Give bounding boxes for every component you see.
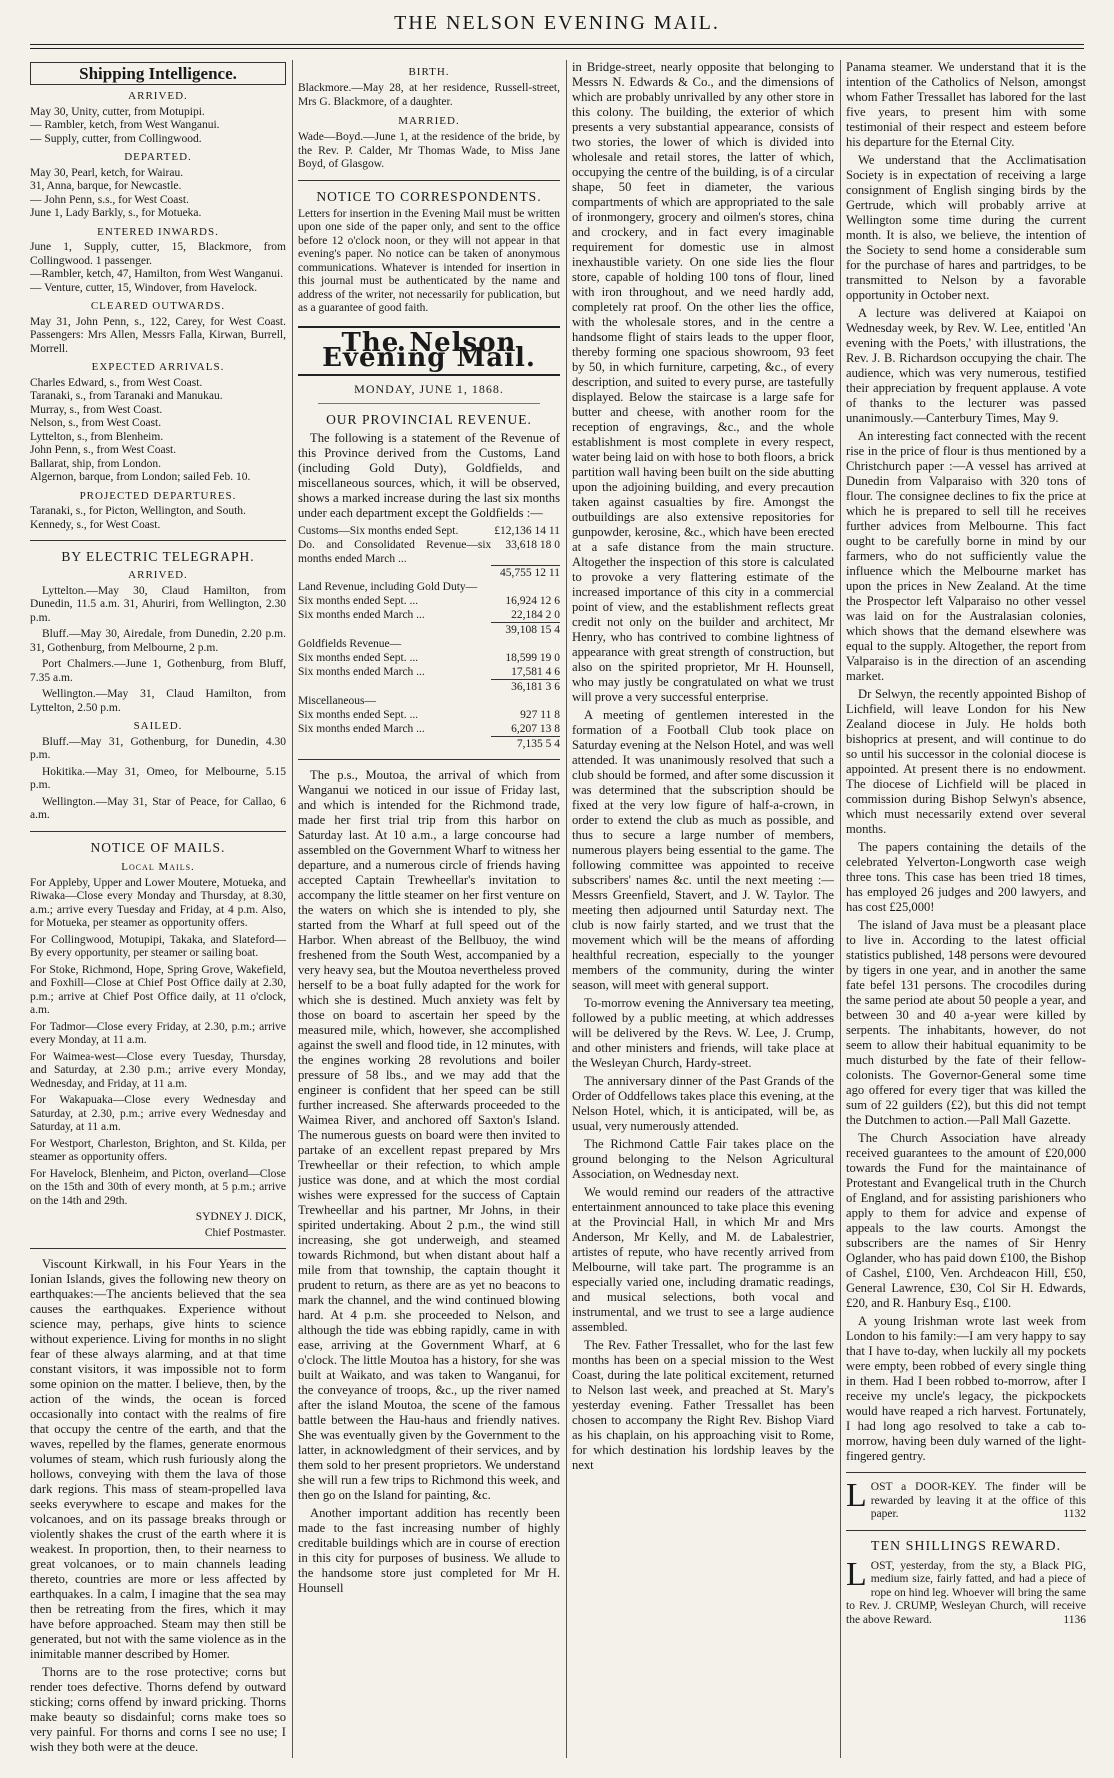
- news-paragraph: The island of Java must be a pleasant place to live in. According to the latest official statistics published, 148 persons were devoured by tigers in one year, and in another the same fate befel 131 persons. The crocodiles during the same period ate about 50 people a year, and between 30 and 40 a-year were killed by serpents. The inhabitants, however, do not seem to allow their habitual equanimity to be much disturbed by the fate of their fellow-colonists. The Governor-General some time ago offered for every tiger that was killed the sum of 22 guilders (£2), but this did not tempt the Dutchmen to action.—Pall Mall Gazette.: [846, 918, 1086, 1127]
- entry-line: May 30, Pearl, ketch, for Wairau.: [30, 166, 184, 179]
- section-title: DEPARTED.: [124, 151, 192, 163]
- section-title: EXPECTED ARRIVALS.: [91, 361, 225, 373]
- row-label: Six months ended March ...: [298, 723, 425, 735]
- column-2: [298, 60, 560, 1758]
- entry-line: June 1, Lady Barkly, s., for Motueka.: [30, 207, 202, 219]
- group-heading: [298, 637, 560, 651]
- section-title: CLEARED OUTWARDS.: [90, 300, 226, 312]
- married-notice: Wade—Boyd.—June 1, at the residence of the bride, by the Rev. P. Calder, Mr Thomas Wade, to Miss Jane Boyd, of Glasgow.: [298, 131, 560, 170]
- table-row: [298, 708, 560, 722]
- row-value: £12,136 14 11: [494, 524, 560, 537]
- section-title: ENTERED INWARDS.: [97, 225, 219, 238]
- divider: [298, 180, 560, 181]
- group-label: Land Revenue, including Gold Duty—: [298, 581, 478, 593]
- masthead: [0, 0, 1114, 48]
- shipping-section: [30, 490, 286, 533]
- row-value: 22,184 2 0: [511, 609, 560, 621]
- store-paragraph: Another important addition has recently been made to the fast increasing number of highly creditable buildings which are in course of erection in this city for purposes of business. We allude to the handsome store just completed for Mr H. Hounsell: [298, 1506, 560, 1595]
- divider: [30, 1248, 286, 1249]
- telegraph-block: [30, 569, 286, 823]
- news-paragraph: A lecture was delivered at Kaiapoi on Wednesday week, by Rev. W. Lee, entitled 'An evening with the Poets,' with illustrations, the Rev. J. B. Richardson occupying the chair. The audience, which was very numerous, testified their appreciation by frequent applause. A vote of thanks to the lecturer was passed unanimously.—Canterbury Times, May 9.: [846, 306, 1086, 425]
- table-row: [298, 538, 560, 566]
- entry-line: Taranaki, s., for Picton, Wellington, and South.: [30, 505, 246, 517]
- advert-text: OST, yesterday, from the sty, a Black PIG, medium size, fairly fatted, and had a piece of rope on hind leg. Whoever will bring the same to Rev. J. CRUMP, Wesleyan Church, will receive the above Reward.: [846, 1559, 1086, 1626]
- shipping-heading: Shipping Intelligence.: [30, 62, 286, 85]
- advert-number: 1132: [1063, 1508, 1086, 1520]
- mails-block: [30, 877, 286, 1241]
- group-total: 45,755 12 11: [491, 566, 560, 581]
- row-label: Six months ended Sept. ...: [298, 595, 419, 607]
- entry-line: Kennedy, s., for West Coast.: [30, 518, 161, 531]
- entry-line: — John Penn, s.s., for West Coast.: [30, 193, 189, 206]
- dropcap: L: [846, 1477, 867, 1514]
- group-total: 36,181 3 6: [491, 680, 560, 695]
- news-paragraph: The Church Association have already received guarantees to the amount of £20,000 towards the Fund for the maintainance of Protestant and Evangelical truth in the Church of England, and for assisting parishioners who apply to them for advice and expense of appeals to the law courts. Amongst the subscribers are the names of Sir Henry Oglander, who has paid down £100, the Bishop of Cashel, £100, Ven. Archdeacon Hill, £50, General Lawrence, £30, Col Sir H. Edwards, £20, and R. Hanbury Esq., £100.: [846, 1131, 1086, 1310]
- row-value: 6,207 13 8: [511, 723, 560, 735]
- section-title: ARRIVED.: [128, 90, 188, 102]
- mail-item: For Wakapuaka—Close every Wednesday and Saturday, at 2.30, p.m.; arrive every Wednesday and Saturday, at 11 a.m.: [30, 1094, 286, 1133]
- mail-item: For Appleby, Upper and Lower Moutere, Motueka, and Riwaka—Close every Monday and Thursday, at 8.30, a.m.; arrive every Tuesday and Friday, at 4 p.m. Also, for Motueka, per steamer as opportunity offers.: [30, 876, 286, 929]
- dateline: MONDAY, JUNE 1, 1868.: [354, 381, 504, 396]
- section-title: ARRIVED.: [128, 569, 188, 581]
- group-total: 39,108 15 4: [491, 623, 560, 638]
- group-heading: [298, 694, 560, 708]
- news-paragraph: To-morrow evening the Anniversary tea meeting, followed by a public meeting, at which addresses will be delivered by the Revs. W. Lee, J. Crump, and other ministers and friends, will take place at the Wesleyan Church, Hardy-street.: [572, 996, 834, 1070]
- total-row: [298, 680, 560, 695]
- entry-line: May 30, Unity, cutter, from Motupipi.: [30, 105, 205, 118]
- shipping-section: [30, 361, 286, 485]
- entry-line: — Venture, cutter, 15, Windover, from Havelock.: [30, 281, 258, 294]
- masthead-rule: [30, 44, 1084, 49]
- entry-line: Wellington.—May 31, Claud Hamilton, from Lyttelton, 2.50 p.m.: [30, 688, 286, 714]
- pig-advert: [846, 1555, 1086, 1628]
- group-label: Miscellaneous—: [298, 695, 376, 707]
- table-row: [298, 651, 560, 665]
- column-rule: [566, 60, 567, 1758]
- dropcap: L: [846, 1555, 867, 1593]
- revenue-table: [298, 524, 560, 752]
- entry-line: — Rambler, ketch, from West Wanganui.: [30, 119, 220, 131]
- row-value: 927 11 8: [520, 709, 560, 721]
- group-heading: [298, 580, 560, 594]
- entry-line: Bluff.—May 31, Gothenburg, for Dunedin, 4.30 p.m.: [30, 735, 286, 761]
- paper-title: The Nelson Evening Mail.: [298, 326, 560, 376]
- entry-line: Hokitika.—May 31, Omeo, for Melbourne, 5.15 p.m.: [30, 765, 286, 791]
- entry-line: May 31, John Penn, s., 122, Carey, for West Coast. Passengers: Mrs Allen, Messrs Falla, Kirwan, Burrell, Morrell.: [30, 315, 286, 355]
- section-title: PROJECTED DEPARTURES.: [79, 489, 237, 502]
- divider: [846, 1530, 1086, 1531]
- mails-subheading: Local Mails.: [121, 860, 195, 873]
- column-rule: [292, 60, 293, 1758]
- entry-line: 31, Anna, barque, for Newcastle.: [30, 180, 182, 192]
- news-paragraph: in Bridge-street, nearly opposite that belonging to Messrs N. Edwards & Co., and the dimensions of which are probably unrivalled by any other store in this colony. The building, the exterior of which presents a very substantial appearance, consists of two stories, the lower of which is divided into wholesale and retail stores, the latter of which, occupying the centre of the building, is of a circular shape, 50 feet in diameter, the various compartments of which are appropriated to the sale of ironmongery, grocery and oilmen's stores, china and crockery, and in fact every imaginable requirement for domestic use in almost inexhaustible variety. On one side lies the flour store, capable of holding 100 tons of flour, lined with iron throughout, and we need hardly add, completely rat proof. On the other lies the office, with the wholesale stores, and in the centre a handsome flight of stairs leads to the upper floor, thereby forming one spacious showroom, 93 feet by 50, in which furniture, carpeting, &c., of every description, and suited to every purse, are tastefully displayed. Below the staircase is a large safe for butter and cheese, with another room for the reception of engravings, &c., and the whole establishment is most complete in every respect, water being laid on with hose to both floors, a brick partition wall having been built on the side abutting upon the adjoining building, and every precaution taken against casualties by fire. Amongst the outbuildings are also extensive repositories for gunpowder, kerosine, &c., which have been erected at a safe distance from the main structure. Altogether the inspection of this store is calculated to provoke a very flattering estimate of the increased importance of this city in a commercial point of view, and the establishment reflects great credit not only on the builder and architect, Mr Henry, who has contrived to combine lightness of appearance with great strength of construction, but also on the spirited proprietor, Mr H. Hounsell, who may justly be congratulated on what we trust will prove a very successful enterprise.: [572, 60, 834, 704]
- mail-item: For Havelock, Blenheim, and Picton, overland—Close on the 15th and 30th of every month, at 5 p.m.; arrive on the 14th and 29th.: [30, 1167, 286, 1207]
- birth-notice: Blackmore.—May 28, at her residence, Russell-street, Mrs G. Blackmore, of a daughter.: [298, 82, 560, 108]
- doorkey-advert: [846, 1477, 1086, 1522]
- shipping-section: [30, 226, 286, 296]
- news-paragraph: The Richmond Cattle Fair takes place on the ground belonging to the Nelson Agricultural Association, on Wednesday next.: [572, 1137, 834, 1181]
- revenue-intro: The following is a statement of the Revenue of this Province derived from the Customs, Land (including Gold Duty), Goldfields, and miscellaneous sources, which, it will be observed, shows a marked increase during the last six months under each department except the Goldfields :—: [298, 430, 560, 520]
- entry-line: — Supply, cutter, from Collingwood.: [30, 132, 202, 145]
- divider: [318, 403, 540, 404]
- news-paragraph: An interesting fact connected with the recent rise in the price of flour is thus mentioned by a Christchurch paper :—A vessel has arrived at Dunedin from Valparaiso with 320 tons of flour. The consignee declines to fix the price at which he is prepared to sell till he receives further advices from Melbourne. This fact ought to be carefully borne in mind by our farmers, who do not sufficiently value the influence which the Melbourne market has upon the prices in New Zealand. At the time the Prospector left Valparaiso no other vessel was laid on for the Australasian colonies, which shows that the demand elsewhere was equal to the supply. Altogether, the report from Valparaiso is in the direction of an ascending market.: [846, 429, 1086, 683]
- moutoa-paragraph: The p.s., Moutoa, the arrival of which from Wanganui we noticed in our issue of Friday last, and which is intended for the Richmond trade, made her first trial trip from this harbor on Saturday last. At 10 a.m., a large concourse had assembled on the Government Wharf to witness her departure, and a numerous circle of friends having accepted Captain Trewheellar's invitation to accompany the little steamer on her first venture on the waters on which she is intended to ply, she started from the Wharf at full speed out of the Harbor. When abreast of the Bellbuoy, the wind freshened from the South West, accompanied by a very heavy sea, but the Moutoa nevertheless proved herself to be a boat fully adapted for the work for which she is destined. Much anxiety was felt by those on board to ascertain her speed by the measured mile, which, however, she accomplished against the swell and flood tide, in 12 minutes, with the engines working 28 revolutions and boiler pressure of 58 lbs., and we may add that the engineer is confident that her speed can be still further increased. She afterwards proceeded to the Waimea River, and anchored off Saxton's Island. The numerous guests on board were then invited to partake of an excellent repast prepared by Mrs Trewheellar or their refection, to which ample justice was done, and at which the most cordial wishes were expressed for the success of Captain Trewheellar and his partner, Mr Johns, in their spirited undertaking. About 2 p.m., the wind still increasing, she got underweigh, and steamed towards Richmond, but when distant about half a mile from that township, the captain thought it prudent to return, as there are as yet no beacons to mark the channel, and the wind continued blowing hard. At 4 p.m. she proceeded to Nelson, and although the tide was ebbing rapidly, came in with ease, arriving at the Government Wharf, at 6 o'clock. The little Moutoa has a history, for she was built at Waikato, and was taken to Wanganui, for the conveyance of troops, &c., up the river named after the island Moutoa, the scene of the famous battle between the Hau-haus and friendly natives. She was eventually given by the Government to the latter, in acknowledgment of their services, and by them sold to her present proprietors. We understand she will run a few trips to Richmond this week, and then go on the Island for painting, &c.: [298, 768, 560, 1502]
- correspondents-heading: NOTICE TO CORRESPONDENTS.: [316, 188, 542, 204]
- mail-item: For Collingwood, Motupipi, Takaka, and Slateford—By every opportunity, per steamer or sailing boat.: [30, 933, 286, 959]
- mails-heading: NOTICE OF MAILS.: [90, 839, 226, 855]
- entry-line: John Penn, s., from West Coast.: [30, 444, 177, 456]
- table-row: [298, 665, 560, 680]
- news-paragraph: We understand that the Acclimatisation Society is in expectation of receiving a large consignment of English singing birds by the Gertrude, which will probably arrive at Wellington some time during the current month. It is also, we believe, the intention of the Society to send home a considerable sum for the purchase of hares and partridges, to be transmitted to Nelson by a favorable opportunity in October next.: [846, 153, 1086, 302]
- column-3: [572, 60, 834, 1758]
- column-rule: [840, 60, 841, 1758]
- entry-line: Algernon, barque, from London; sailed Feb. 10.: [30, 471, 251, 483]
- news-paragraph: Panama steamer. We understand that it is the intention of the Catholics of Nelson, amongst whom Father Tressallet has labored for the last five years, to present him with some testimonial of their respect and esteem before his departure for the Eternal City.: [846, 60, 1086, 149]
- entry-line: Murray, s., from West Coast.: [30, 403, 163, 416]
- row-label: Six months ended Sept. ...: [298, 652, 419, 664]
- total-row: [298, 737, 560, 752]
- shipping-section: [30, 300, 286, 356]
- row-value: 16,924 12 6: [505, 595, 560, 607]
- row-value: 33,618 18 0: [505, 538, 560, 551]
- mail-item: For Tadmor—Close every Friday, at 2.30, p.m.; arrive every Monday, at 11 a.m.: [30, 1020, 286, 1046]
- mail-item: For Westport, Charleston, Brighton, and St. Kilda, per steamer as opportunity offers.: [30, 1137, 286, 1163]
- column-1: [30, 60, 286, 1758]
- row-label: Customs—Six months ended Sept.: [298, 524, 459, 537]
- correspondents-notice: Letters for insertion in the Evening Mail must be written upon one side of the paper only, and sent to the office before 12 o'clock noon, or they will not appear in that evening's paper. No notice can be taken of anonymous communications. Whatever is intended for insertion in this journal must be authenticated by the name and address of the writer, not necessarily for publication, but as a guarantee of good faith.: [298, 207, 560, 314]
- row-label: Six months ended March ...: [298, 609, 425, 621]
- entry-line: Bluff.—May 30, Airedale, from Dunedin, 2.20 p.m. 31, Gothenburg, from Melbourne, 2 p.m.: [30, 628, 286, 654]
- table-row: [298, 524, 560, 538]
- row-label: Do. and Consolidated Revenue—six months ended March ...: [298, 538, 492, 565]
- entry-line: Wellington.—May 31, Star of Peace, for Callao, 6 a.m.: [30, 795, 286, 821]
- table-row: [298, 722, 560, 737]
- news-paragraph: Dr Selwyn, the recently appointed Bishop of Lichfield, will leave London for his New Zealand diocese in July. He holds both bishoprics at present, and will continue to do so until his successor in the colonial diocese is appointed. At present there is no endowment. The diocese of Lichfield will be placed in commission during Bishop Selwyn's absence, which must necessarily extend over several months.: [846, 687, 1086, 836]
- masthead-title: THE NELSON EVENING MAIL.: [394, 12, 720, 34]
- entry-line: Taranaki, s., from Taranaki and Manukau.: [30, 390, 223, 402]
- row-value: 18,599 19 0: [505, 652, 560, 664]
- news-paragraph: The Rev. Father Tressallet, who for the last few months has been on a special mission to the West Coast, during the late political excitement, returned to Nelson last week, and preached at St. Mary's yesterday evening. Father Tressallet has been chosen to accompany the Right Rev. Bishop Viard as his chaplain, on his approaching visit to Rome, for which destination his lordship leaves by the next: [572, 1338, 834, 1472]
- birth-heading: BIRTH.: [408, 66, 450, 78]
- total-row: [298, 566, 560, 581]
- postmaster-title: Chief Postmaster.: [204, 1226, 286, 1239]
- postmaster-name: SYDNEY J. DICK,: [195, 1211, 286, 1223]
- table-row: [298, 594, 560, 608]
- advert-text: OST a DOOR-KEY. The finder will be rewarded by leaving it at the office of this paper.: [870, 1481, 1086, 1520]
- entry-line: Nelson, s., from West Coast.: [30, 417, 162, 429]
- news-paragraph: A young Irishman wrote last week from London to his family:—I am very happy to say that I have to-day, when luckily all my pockets were empty, been robbed of every single thing in them. Had I been robbed to-morrow, after I receive my uncle's legacy, the pickpockets would have reaped a rich harvest. Fortunately, I had long ago resolved to take a cab to-morrow, having been duly warned of the light-fingered gentry.: [846, 1314, 1086, 1463]
- shipping-sections: [30, 90, 286, 532]
- table-row: [298, 608, 560, 623]
- row-label: Six months ended Sept. ...: [298, 709, 419, 721]
- mail-item: For Waimea-west—Close every Tuesday, Thursday, and Saturday, at 2.30 p.m.; arrive every Monday, Wednesday, and Friday, at 11 a.m.: [30, 1050, 286, 1090]
- entry-line: Lyttelton, s., from Blenheim.: [30, 430, 164, 443]
- revenue-heading: OUR PROVINCIAL REVENUE.: [326, 411, 532, 427]
- divider: [298, 759, 560, 760]
- entry-line: Lyttelton.—May 30, Claud Hamilton, from Dunedin, 11.5 a.m. 31, Ahuriri, from Wellington, 2.30 p.m.: [30, 584, 286, 624]
- entry-line: Charles Edward, s., from West Coast.: [30, 376, 203, 389]
- news-paragraph: We would remind our readers of the attractive entertainment announced to take place this evening at the Provincial Hall, in which Mr and Mrs Anderson, Mr Kelly, and M. de Labalestrier, artistes of repute, who have recently arrived from Melbourne, will take part. The programme is an especially varied one, including dramatic readings, and musical selections, both vocal and instrumental, and we trust to see a large audience assembled.: [572, 1185, 834, 1334]
- column-4: [846, 60, 1086, 1758]
- news-paragraph: The papers containing the details of the celebrated Yelverton-Longworth case weigh three tons. This case has been tried 18 times, has employed 26 judges and 200 lawyers, and has cost £25,000!: [846, 840, 1086, 914]
- row-label: Six months ended March ...: [298, 666, 425, 678]
- total-row: [298, 623, 560, 638]
- mail-item: For Stoke, Richmond, Hope, Spring Grove, Wakefield, and Foxhill—Close at Chief Post Office daily at 2.30, p.m.; arrive at Chief Post Office daily, at 11 o'clock, a.m.: [30, 963, 286, 1016]
- shipping-section: [30, 90, 286, 146]
- entry-line: —Rambler, ketch, 47, Hamilton, from West Wanganui.: [30, 268, 284, 280]
- married-heading: MARRIED.: [398, 115, 460, 127]
- kirkwall-paragraph: Viscount Kirkwall, in his Four Years in the Ionian Islands, gives the following new theory on earthquakes:—The ancients believed that the sea causes the earthquakes. Experience without science may, perhaps, give hints to science without experience. Living for months in no slight fear of these always alarming, and at that time constant visitors, it was impossible not to form some opinion on the matter. I believe, then, by the action of the winds, the ocean is forced occasionally into contact with the realms of fire that occupy the centre of the earth, and that the waves, repelled by the flames, generate enormous volumes of steam, which rush furiously along the hollows, conveying with them the lava of those dark regions. This mass of steam-propelled lava seeks everywhere to escape and makes for the volcanoes, and on its passage breaks through or violently shakes the crust of the earth where it is weakest. In proportion, then, to their nearness to great volcanoes, or to main channels leading thereto, countries are more or less affected by earthquakes. In a calm, I imagine that the sea may then be retreating from the fires, which it may have before approached. Steam may then still be generated, but not with the same violence as in the inimitable manner described by Homer.: [30, 1257, 286, 1661]
- section-title: SAILED.: [133, 720, 183, 732]
- divider: [846, 1472, 1086, 1473]
- advert-number: 1136: [1063, 1613, 1086, 1626]
- entry-line: Ballarat, ship, from London.: [30, 457, 161, 470]
- reward-title: TEN SHILLINGS REWARD.: [870, 1538, 1062, 1554]
- thorns-paragraph: Thorns are to the rose protective; corns but render toes defective. Thorns defend by outward sticking; corns offend by inward pricking. Thorns make beauty so disdainful; corns make toes so very painful. For thorns and corns I see no use; I wish they both were at the deuce.: [30, 1665, 286, 1754]
- shipping-section: [30, 151, 286, 221]
- news-paragraph: A meeting of gentlemen interested in the formation of a Football Club took place on Saturday evening at the Nelson Hotel, and was well attended. It was unanimously resolved that such a club should be formed, and after some discussion it was determined that the subscription should be fixed at the very low figure of half-a-crown, in order to extend the club as much as possible, and thus to secure a large number of members, numerous players being essential to the game. The following committee was appointed to receive subscribers' names &c. until the next meeting :—Messrs Greenfield, Stavert, and J. W. Taylor. The meeting then adjourned until Saturday next. The club is now fairly started, and we trust that the movement which will be the means of affording healthful recreation, especially to the younger members of the community, during the winter season, will meet with general support.: [572, 708, 834, 992]
- telegraph-heading: BY ELECTRIC TELEGRAPH.: [61, 549, 255, 564]
- divider: [30, 831, 286, 832]
- group-total: 7,135 5 4: [491, 737, 560, 752]
- row-value: 17,581 4 6: [511, 666, 560, 678]
- entry-line: June 1, Supply, cutter, 15, Blackmore, from Collingwood. 1 passenger.: [30, 241, 286, 267]
- divider: [30, 540, 286, 541]
- news-paragraph: The anniversary dinner of the Past Grands of the Order of Oddfellows takes place this evening, at the Nelson Hotel, which, it is anticipated, will be, as usual, very numerously attended.: [572, 1074, 834, 1133]
- group-label: Goldfields Revenue—: [298, 638, 402, 650]
- entry-line: Port Chalmers.—June 1, Gothenburg, from Bluff, 7.35 a.m.: [30, 658, 286, 684]
